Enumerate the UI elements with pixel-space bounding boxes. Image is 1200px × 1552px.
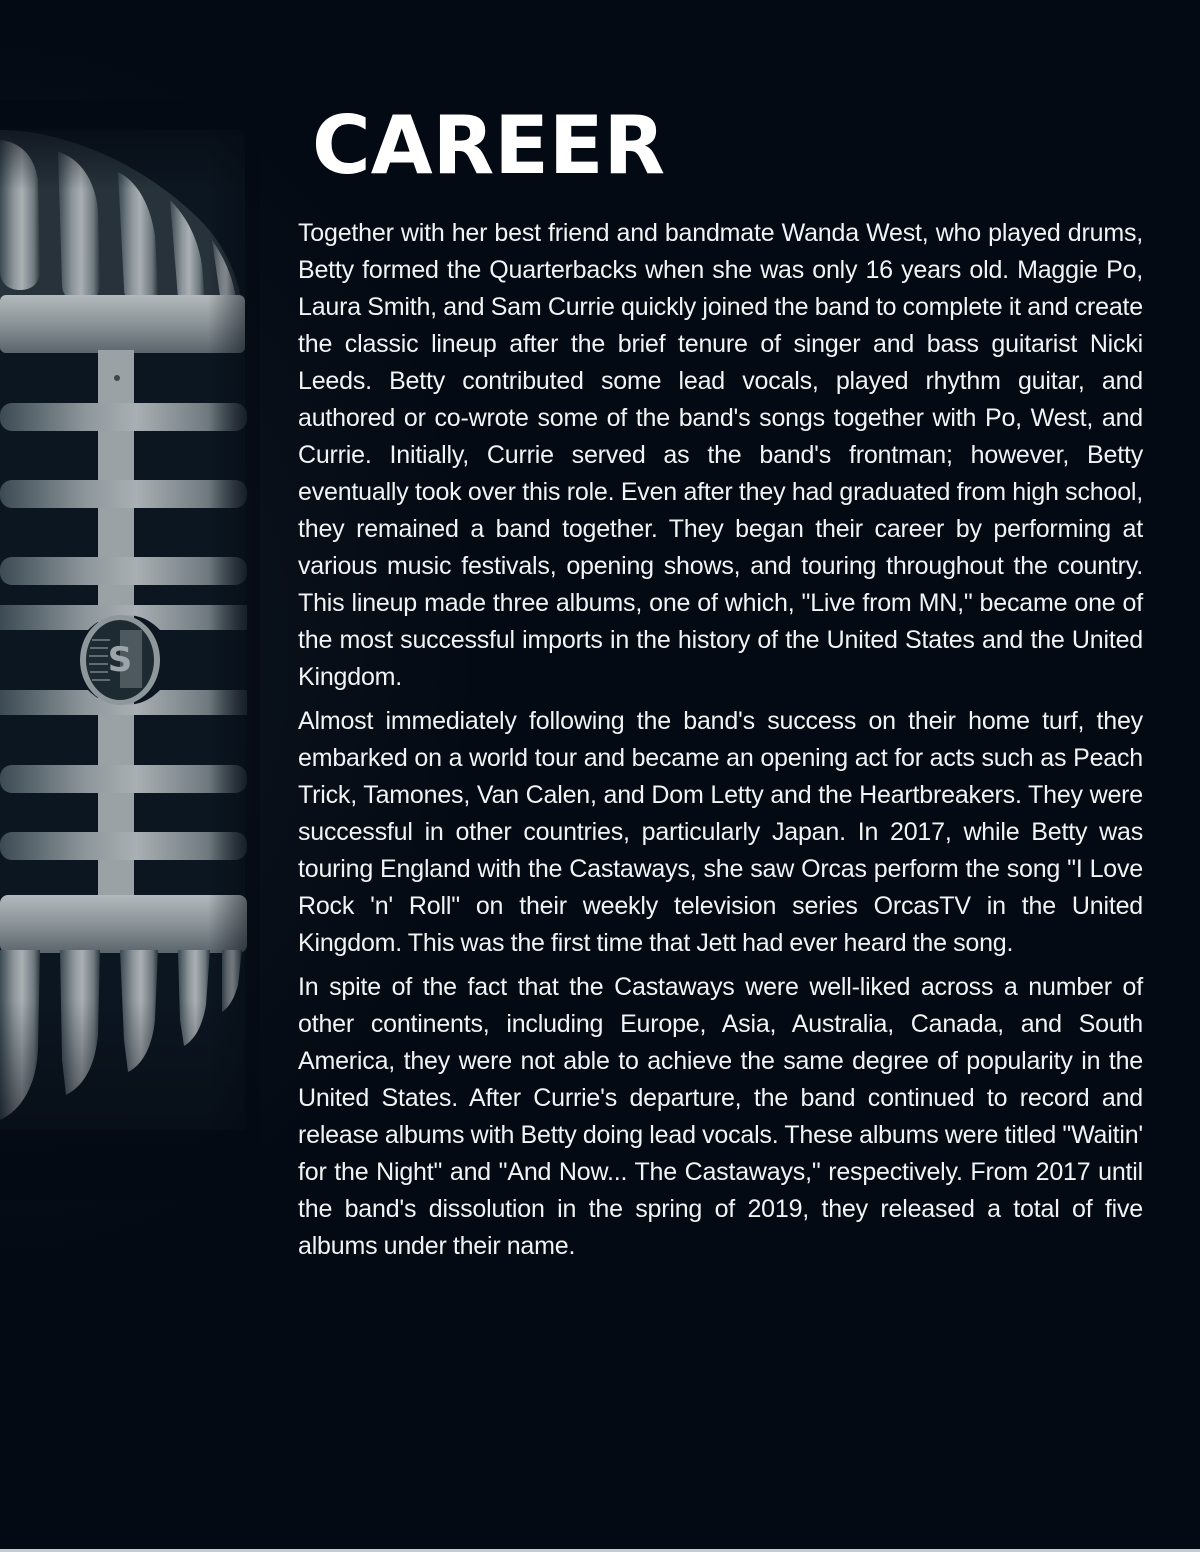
paragraph-2: Almost immediately following the band's success on their home turf, they embarked on a world tour and became an opening act for acts such as Peach Trick, Tamones, Van Calen, and Dom Letty and the Heartbreakers. They were successful in other countries, particularly Japan. In 2017, while Betty was touring England with the Castaways, she saw Orcas perform the song "I Love Rock 'n' Roll" on their weekly television series OrcasTV in the United Kingdom. This was the first time that Jett had ever heard the song. [298, 707, 1143, 957]
page-title: CAREER [312, 99, 666, 192]
paragraph-1: Together with her best friend and bandmate Wanda West, who played drums, Betty formed the Quarterbacks when she was only 16 years old. Maggie Po, Laura Smith, and Sam Currie quickly joined the band to complete it and create the classic lineup after the brief tenure of singer and bass guitarist Nicki Leeds. Betty contributed some lead vocals, played rhythm guitar, and authored or co-wrote some of the band's songs together with Po, West, and Currie. Initially, Currie served as the band's frontman; however, Betty eventually took over this role. Even after they had graduated from high school, they remained a band together. They began their career by performing at various music festivals, opening shows, and touring throughout the country. This lineup made three albums, one of which, "Live from MN," became one of the most successful imports in the history of the United States and the United Kingdom. [298, 219, 1143, 691]
career-body [298, 215, 1143, 1272]
paragraph-3: In spite of the fact that the Castaways were well-liked across a number of other continents, including Europe, Asia, Australia, Canada, and South America, they were not able to achieve the same degree of popularity in the United States. After Currie's departure, the band continued to record and release albums with Betty doing lead vocals. These albums were titled "Waitin' for the Night" and "And Now... The Castaways," respectively. From 2017 until the band's dissolution in the spring of 2019, they released a total of five albums under their name. [298, 973, 1143, 1260]
microphone-image [0, 100, 260, 1200]
